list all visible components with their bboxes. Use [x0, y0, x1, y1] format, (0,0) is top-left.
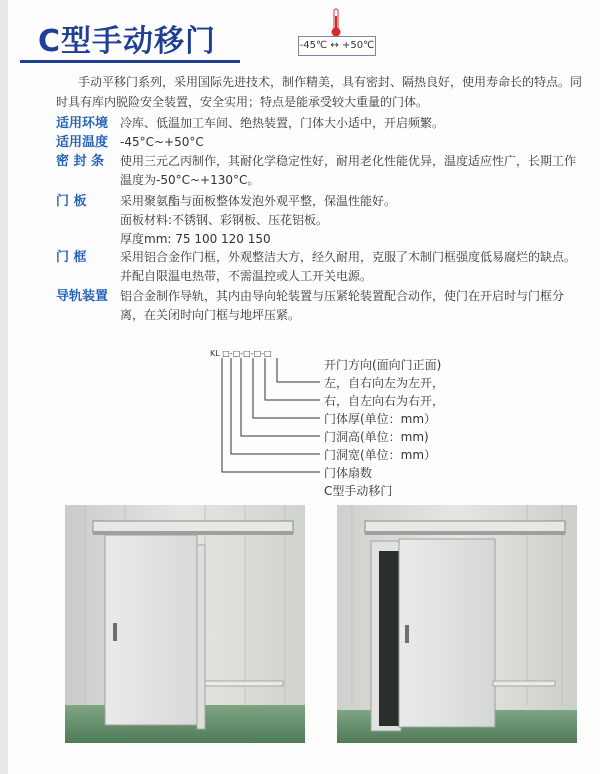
page-title: C型手动移门 — [38, 24, 217, 59]
spec-label: 门 框 — [56, 250, 87, 265]
door-closed-photo — [65, 505, 305, 743]
temperature-badge — [298, 8, 376, 56]
spec-environment — [56, 114, 586, 133]
spec-text: 铝合金制作导轨，其内由导向轮装置与压紧轮装置配合动作，使门在开启时与门框分离，在关闭时向门框与地坪压紧。 — [120, 289, 565, 322]
model-code-legend — [324, 356, 444, 500]
spec-text: 采用铝合金作门框，外观整洁大方，经久耐用，克服了木制门框强度低易腐烂的缺点。并配自限温电热带，不需温控或人工开关电源。 — [120, 250, 577, 283]
spec-door-panel — [56, 192, 586, 249]
spec-label: 适用环境 — [56, 116, 109, 131]
spec-text: 厚度mm: 75 100 120 150 — [120, 232, 271, 246]
spec-text: 采用聚氨酯与面板整体发泡外观平整，保温性能好。 — [120, 194, 397, 208]
spec-text: -45°C~+50°C — [120, 135, 204, 149]
spec-text: 冷库、低温加工车间、绝热装置，门体大小适中，开启频繁。 — [120, 116, 445, 130]
spec-label: 导轨装置 — [56, 289, 109, 304]
spec-seal — [56, 152, 586, 190]
title-underline — [20, 60, 240, 63]
legend-item: C型手动移门 — [324, 484, 393, 498]
intro-paragraph: 手动平移门系列，采用国际先进技术，制作精美，具有密封、隔热良好，使用寿命长的特点。同时具有库内脱险安全装置，安全实用；特点是能承受较大重量的门体。 — [56, 75, 583, 109]
spec-temperature — [56, 133, 586, 152]
spec-label: 门 板 — [56, 194, 87, 209]
spec-text: 使用三元乙丙制作，其耐化学稳定性好，耐用老化性能优异，温度适应性广，长期工作温度为-50°C~+130°C。 — [120, 154, 577, 187]
legend-item: 开门方向(面向门正面) — [324, 358, 442, 372]
temperature-range: -45℃ ↔ +50℃ — [298, 36, 376, 56]
legend-item: 门洞高(单位：mm) — [324, 430, 429, 444]
legend-item: 左，自右向左为左开， — [324, 376, 445, 390]
spec-guide-rail — [56, 287, 586, 325]
legend-item: 右，自左向右为右开， — [324, 394, 445, 408]
legend-item: 门体厚(单位：mm） — [324, 412, 437, 426]
legend-item: 门洞宽(单位：mm） — [324, 448, 437, 462]
page-edge-strip — [0, 0, 8, 774]
spec-text: 面板材料:不锈钢、彩钢板、压花铝板。 — [120, 213, 329, 227]
thermometer-icon — [330, 8, 342, 38]
spec-door-frame — [56, 248, 586, 286]
model-code-text: KL □-□-□-□-□ — [210, 349, 272, 358]
spec-label: 密 封 条 — [56, 154, 105, 169]
door-open-photo — [337, 505, 577, 743]
spec-label: 适用温度 — [56, 135, 109, 150]
legend-item: 门体扇数 — [324, 466, 373, 480]
